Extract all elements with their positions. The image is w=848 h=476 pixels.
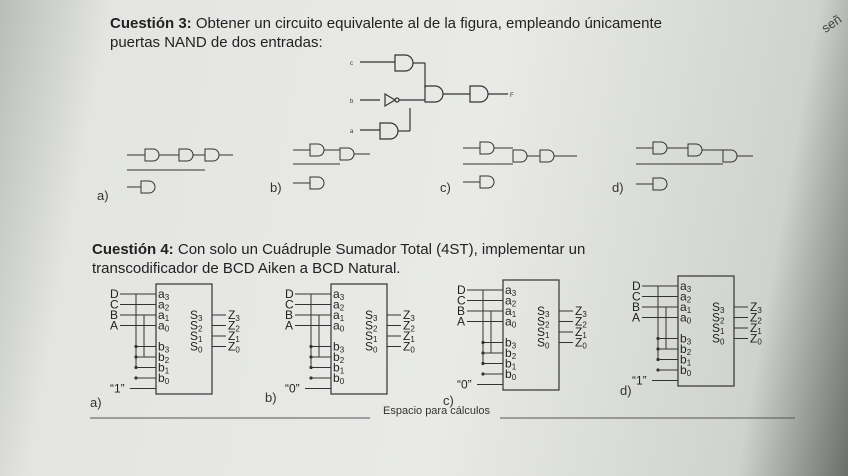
output-z2: Z2 — [575, 314, 587, 330]
input-a-label: A — [457, 314, 466, 329]
output-f-label: F — [510, 93, 514, 99]
junction-dot — [134, 355, 137, 358]
adder-diagram-c — [455, 276, 630, 396]
pin-S3: S3 — [190, 308, 203, 323]
pin-a2: a2 — [505, 293, 517, 309]
junction-dot — [309, 355, 312, 358]
pin-b1: b1 — [158, 360, 170, 376]
junction-dot — [481, 372, 484, 375]
output-z1: Z1 — [403, 329, 415, 344]
pin-a0: a0 — [680, 310, 692, 326]
input-b-label: B — [285, 308, 294, 322]
pin-a1: a1 — [505, 304, 517, 319]
input-c-label: C — [285, 297, 294, 312]
output-z3: Z3 — [750, 300, 762, 315]
pin-a1: a1 — [333, 308, 345, 323]
junction-dot — [656, 347, 659, 350]
pin-a1: a1 — [680, 300, 692, 315]
output-z0: Z0 — [403, 339, 415, 355]
question-4-line1: Con solo un Cuádruple Sumador Total (4ST), implementar un — [177, 241, 586, 258]
pin-b3: b3 — [158, 339, 170, 355]
pin-a0: a0 — [333, 318, 345, 334]
pin-S3: S3 — [537, 304, 550, 319]
pin-a3: a3 — [158, 287, 170, 302]
output-z3: Z3 — [228, 308, 240, 323]
input-b-label: b — [350, 99, 354, 105]
margin-text: señ — [818, 11, 845, 36]
question-4-heading: Cuestión 4: — [92, 241, 174, 258]
junction-dot — [309, 345, 312, 348]
q3-circuit-a — [115, 140, 245, 200]
pin-S3: S3 — [365, 308, 378, 323]
q3-option-a-label[interactable]: a) — [97, 188, 109, 203]
junction-dot — [481, 362, 484, 365]
pin-S1: S1 — [365, 329, 378, 344]
junction-dot — [481, 341, 484, 344]
q3-circuit-b — [285, 138, 395, 194]
input-d-label: D — [457, 283, 466, 297]
pin-a0: a0 — [158, 318, 170, 334]
input-b-label: B — [110, 308, 119, 322]
q3-option-c-label[interactable]: c) — [440, 180, 451, 195]
input-c-label: C — [632, 289, 641, 304]
pin-a2: a2 — [333, 297, 345, 313]
junction-dot — [656, 337, 659, 340]
pin-S3: S3 — [712, 300, 725, 315]
q4-option-a-label[interactable]: a) — [90, 395, 102, 410]
pin-S1: S1 — [190, 329, 203, 344]
pin-a0: a0 — [505, 314, 517, 330]
junction-dot — [309, 376, 312, 379]
pin-S0: S0 — [190, 339, 203, 355]
pin-b0: b0 — [505, 367, 517, 382]
output-z0: Z0 — [575, 335, 587, 351]
output-z1: Z1 — [750, 321, 762, 336]
output-z2: Z2 — [750, 310, 762, 326]
output-z1: Z1 — [228, 329, 240, 344]
q3-option-d-label[interactable]: d) — [612, 180, 624, 195]
constant-label: “1” — [110, 381, 125, 396]
pin-b0: b0 — [333, 371, 345, 386]
pin-b1: b1 — [333, 360, 345, 376]
pin-S1: S1 — [537, 325, 550, 340]
input-a-label: A — [110, 318, 119, 333]
input-a-label: A — [632, 310, 641, 325]
q4-option-b-label[interactable]: b) — [265, 390, 277, 405]
input-d-label: D — [110, 287, 119, 301]
output-z2: Z2 — [228, 318, 240, 334]
constant-label: “0” — [457, 377, 472, 392]
pin-S1: S1 — [712, 321, 725, 336]
output-z3: Z3 — [575, 304, 587, 319]
pin-S0: S0 — [365, 339, 378, 355]
pin-b3: b3 — [333, 339, 345, 355]
input-a-label: a — [350, 129, 354, 135]
adder-diagram-b — [283, 280, 458, 400]
q4-option-c-label[interactable]: c) — [443, 393, 454, 408]
constant-label: “1” — [632, 373, 647, 388]
input-c-label: C — [457, 293, 466, 308]
q4-option-d-label[interactable]: d) — [620, 383, 632, 398]
output-z0: Z0 — [750, 331, 762, 347]
pin-b0: b0 — [680, 363, 692, 378]
question-3-line2: puertas NAND de dos entradas: — [110, 34, 323, 51]
pin-b3: b3 — [680, 331, 692, 347]
output-z2: Z2 — [403, 318, 415, 334]
pin-a3: a3 — [333, 287, 345, 302]
pin-b2: b2 — [680, 342, 692, 357]
junction-dot — [134, 366, 137, 369]
output-z3: Z3 — [403, 308, 415, 323]
question-3-text — [110, 14, 770, 52]
pin-S2: S2 — [712, 310, 725, 326]
output-z0: Z0 — [228, 339, 240, 355]
pin-S0: S0 — [537, 335, 550, 351]
input-c-label: C — [110, 297, 119, 312]
junction-dot — [656, 368, 659, 371]
input-b-label: B — [457, 304, 466, 318]
junction-dot — [656, 358, 659, 361]
input-a-label: A — [285, 318, 294, 333]
junction-dot — [481, 351, 484, 354]
adder-diagram-d — [630, 272, 805, 392]
pin-b2: b2 — [333, 350, 345, 365]
q3-option-b-label[interactable]: b) — [270, 180, 282, 195]
pin-b1: b1 — [505, 356, 517, 372]
pin-a2: a2 — [158, 297, 170, 313]
pin-b2: b2 — [505, 346, 517, 361]
junction-dot — [134, 376, 137, 379]
junction-dot — [309, 366, 312, 369]
pin-S2: S2 — [365, 318, 378, 334]
input-d-label: D — [285, 287, 294, 301]
q3-circuit-c — [455, 138, 595, 194]
pin-b2: b2 — [158, 350, 170, 365]
main-circuit — [340, 50, 540, 140]
q3-circuit-d — [628, 138, 768, 194]
pin-a1: a1 — [158, 308, 170, 323]
pin-a3: a3 — [680, 279, 692, 294]
input-b-label: B — [632, 300, 641, 314]
input-d-label: D — [632, 279, 641, 293]
adder-diagram-a — [108, 280, 283, 400]
pin-S2: S2 — [190, 318, 203, 334]
question-4-line2: transcodificador de BCD Aiken a BCD Natural. — [92, 260, 401, 277]
pin-a2: a2 — [680, 289, 692, 305]
junction-dot — [134, 345, 137, 348]
constant-label: “0” — [285, 381, 300, 396]
question-3-heading: Cuestión 3: — [110, 15, 192, 32]
pin-b0: b0 — [158, 371, 170, 386]
question-3-line1: Obtener un circuito equivalente al de la figura, empleando únicamente — [195, 15, 662, 32]
pin-S0: S0 — [712, 331, 725, 347]
pin-b3: b3 — [505, 335, 517, 351]
pin-a3: a3 — [505, 283, 517, 298]
input-c-label: c — [350, 61, 353, 67]
output-z1: Z1 — [575, 325, 587, 340]
pin-b1: b1 — [680, 352, 692, 368]
pin-S2: S2 — [537, 314, 550, 330]
calc-space-label: Espacio para cálculos — [383, 405, 491, 417]
